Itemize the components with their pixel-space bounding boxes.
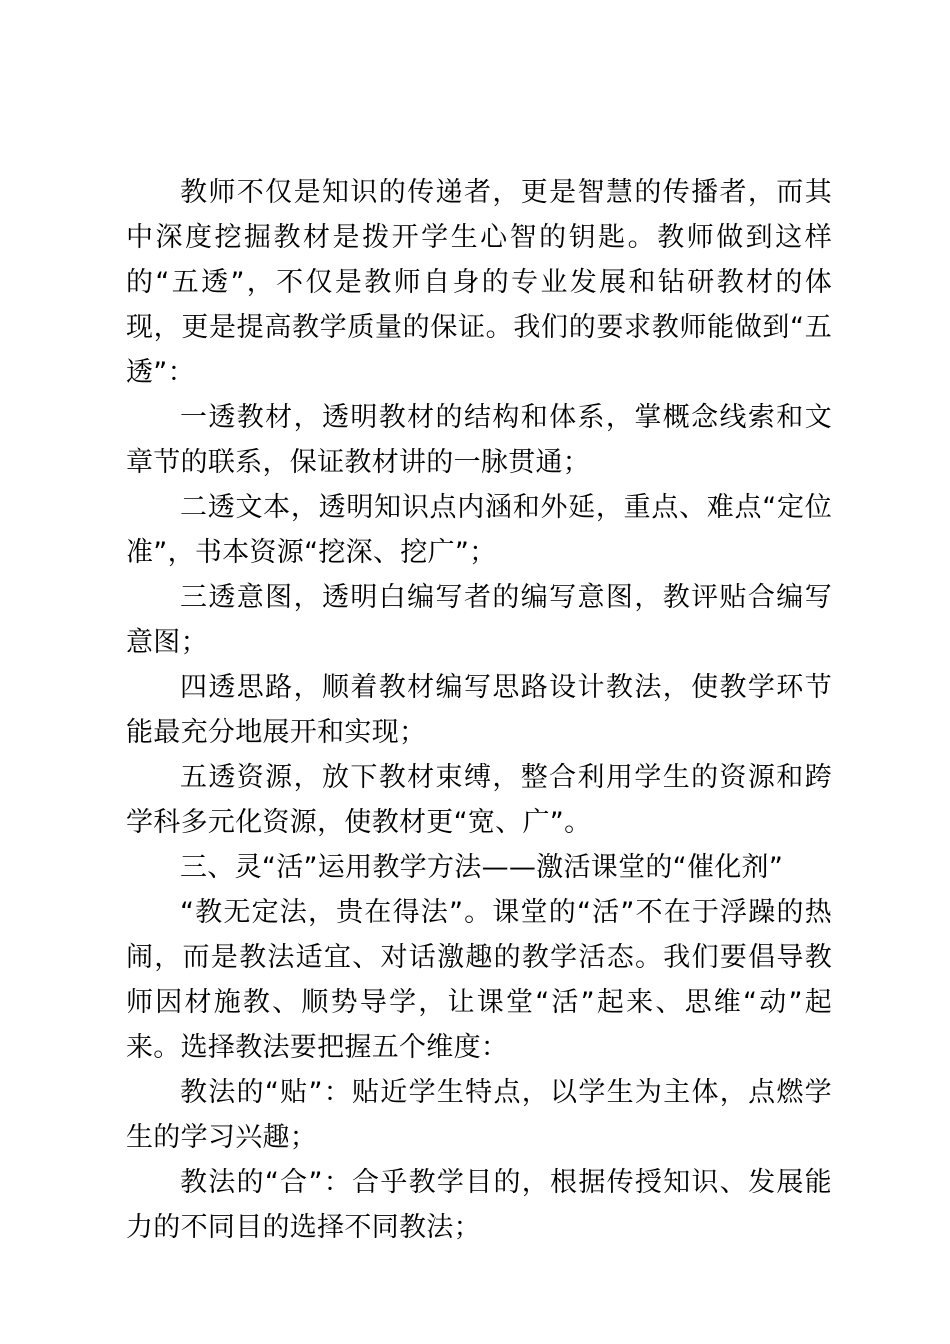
paragraph-intro: 教师不仅是知识的传递者，更是智慧的传播者，而其中深度挖掘教材是拨开学生心智的钥匙。教师做到这样的“五透”，不仅是教师自身的专业发展和钻研教材的体现，更是提高教学质量的保证。我们的要求教师能做到“五透”： [126, 177, 832, 388]
document-body [126, 170, 832, 1250]
paragraph-fifth-thorough: 五透资源，放下教材束缚，整合利用学生的资源和跨学科多元化资源，使教材更“宽、广”。 [126, 762, 832, 838]
paragraph-method-fit: 教法的“贴”：贴近学生特点，以学生为主体，点燃学生的学习兴趣； [126, 1077, 832, 1153]
paragraph-third-thorough: 三透意图，透明白编写者的编写意图，教评贴合编写意图； [126, 582, 832, 658]
paragraph-teaching-methods: “教无定法，贵在得法”。课堂的“活”不在于浮躁的热闹，而是教法适宜、对话激趣的教学活态。我们要倡导教师因材施教、顺势导学，让课堂“活”起来、思维“动”起来。选择教法要把握五个维度： [126, 897, 832, 1063]
paragraph-first-thorough: 一透教材，透明教材的结构和体系，掌概念线索和文章节的联系，保证教材讲的一脉贯通； [126, 402, 832, 478]
paragraph-second-thorough: 二透文本，透明知识点内涵和外延，重点、难点“定位准”，书本资源“挖深、挖广”； [126, 492, 832, 568]
section-heading: 三、灵“活”运用教学方法——激活课堂的“催化剂” [180, 852, 784, 883]
paragraph-method-purpose: 教法的“合”：合乎教学目的，根据传授知识、发展能力的不同目的选择不同教法； [126, 1167, 832, 1243]
paragraph-fourth-thorough: 四透思路，顺着教材编写思路设计教法，使教学环节能最充分地展开和实现； [126, 672, 832, 748]
